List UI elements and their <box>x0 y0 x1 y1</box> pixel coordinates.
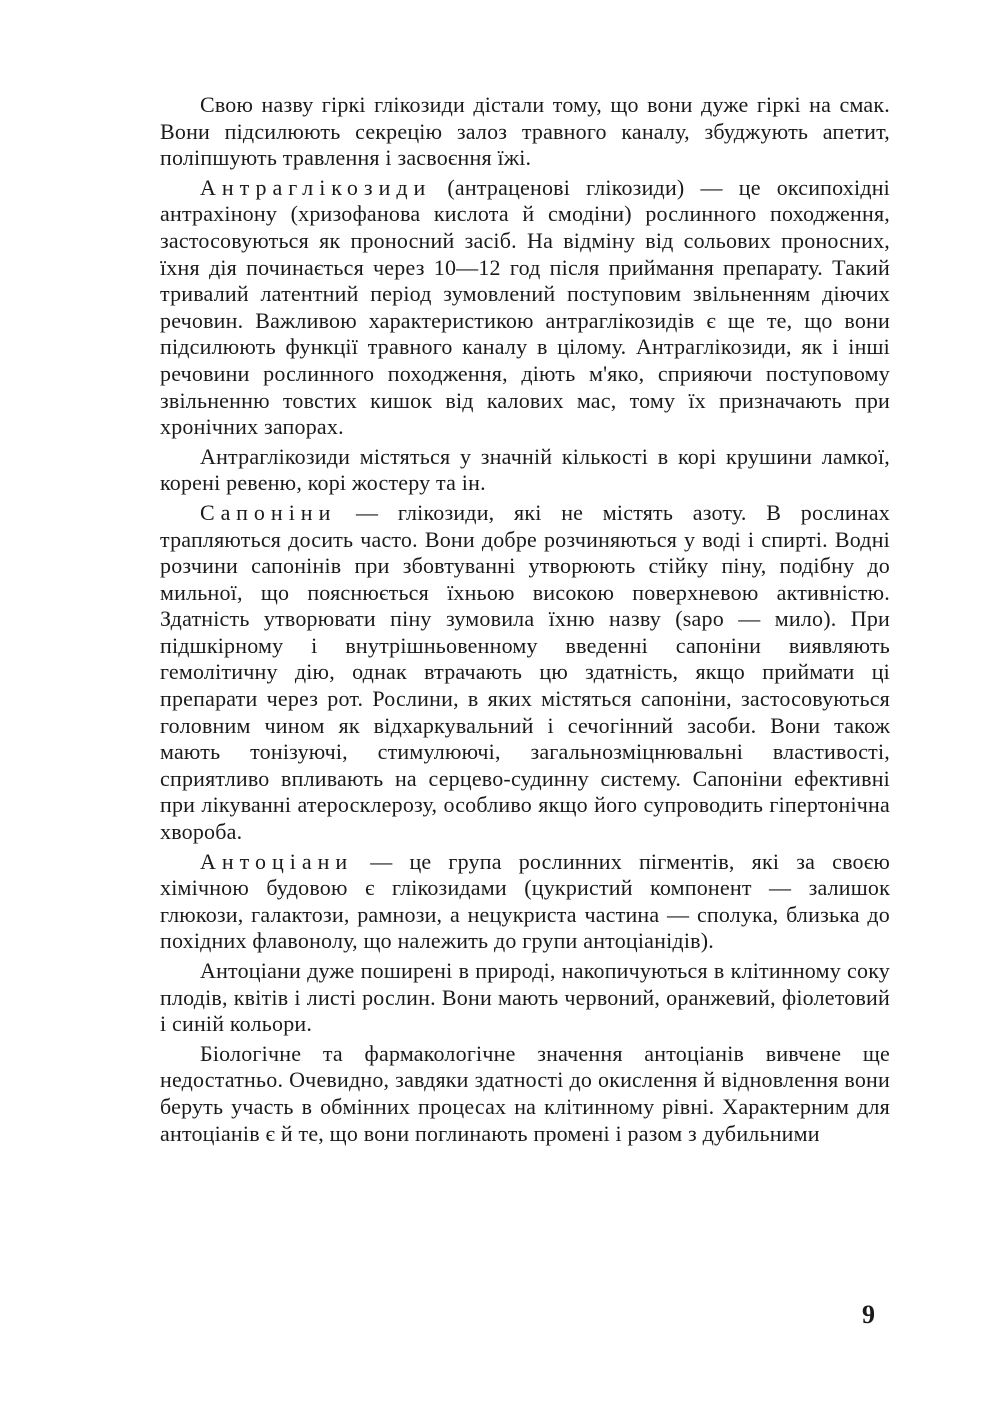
paragraph-text: Антраглікозиди містяться у значній кількості в корі крушини ламкої, корені ревеню, корі жостеру та ін. <box>160 443 890 496</box>
paragraph-text: — це група рослинних пігментів, які за своєю хімічною будовою є глікозидами (цукристий компонент — залишок глюкози, галактози, рамнози, а нецукриста частина — сполука, близька до похідних флавонолу, що належить до групи антоціанідів). <box>160 848 890 954</box>
paragraph-bitter-glycosides <box>160 92 890 172</box>
paragraph-anthocyanins-significance <box>160 1041 890 1147</box>
paragraph-text: (антраценові глікозиди) — це оксипохідні антрахінону (хризофанова кислота й смодіни) рослинного походження, застосовуються як проносний засіб. На відміну від сольових проносних, їхня дія починається через 10—12 год після приймання препарату. Такий тривалий латентний період зумовлений поступовим звільненням діючих речовин. Важливою характеристикою антраглікозидів є ще те, що вони підсилюють функції травного каналу в цілому. Антраглікозиди, як і інші речовини рослинного походження, діють м'яко, сприяючи поступовому звільненню товстих кишок від калових мас, тому їх призначають при хронічних запорах. <box>160 174 890 440</box>
paragraph-saponins <box>160 500 890 846</box>
paragraph-anthraglycosides <box>160 175 890 441</box>
page-body <box>160 92 890 1150</box>
term-anthraglycosides: Антраглікозиди <box>200 174 432 200</box>
paragraph-text: Біологічне та фармакологічне значення антоціанів вивчене ще недостатньо. Очевидно, завдяки здатності до окислення й відновлення вони беруть участь в обмінних процесах на клітинному рівні. Характерним для антоціанів є й те, що вони поглинають промені і разом з дубильними <box>160 1040 890 1146</box>
page-number: 9 <box>862 1300 875 1329</box>
term-saponins: Сапоніни <box>200 499 337 525</box>
paragraph-anthocyanins-distribution <box>160 958 890 1038</box>
paragraph-text: Антоціани дуже поширені в природі, накопичуються в клітинному соку плодів, квітів і листі рослин. Вони мають червоний, оранжевий, фіолетовий і синій кольори. <box>160 958 890 1037</box>
paragraph-text: Свою назву гіркі глікозиди дістали тому, що вони дуже гіркі на смак. Вони підсилюють секрецію залоз травного каналу, збуджують апетит, поліпшують травлення і засвоєння їжі. <box>160 92 890 171</box>
term-anthocyanins: Антоціани <box>200 848 354 874</box>
paragraph-text: — глікозиди, які не містять азоту. В рослинах трапляються досить часто. Вони добре розчиняються у воді і спирті. Водні розчини сапонінів при збовтуванні утворюють стійку піну, подібну до мильної, що пояснюється їхньою високою поверхневою активністю. Здатність утворювати піну зумовила їхню назву (sapo — мило). При підшкірному і внутрішньовенному введенні сапоніни виявляють гемолітичну дію, однак втрачають цю здатність, якщо приймати ці препарати через рот. Рослини, в яких містяться сапоніни, застосовуються головним чином як відхаркувальний і сечогінний засоби. Вони також мають тонізуючі, стимулюючі, загальнозміцнювальні властивості, сприятливо впливають на серцево-судинну систему. Сапоніни ефективні при лікуванні атеросклерозу, особливо якщо його супроводить гіпертонічна хвороба. <box>160 499 890 845</box>
paragraph-anthraglycosides-sources <box>160 444 890 497</box>
paragraph-anthocyanins <box>160 849 890 955</box>
